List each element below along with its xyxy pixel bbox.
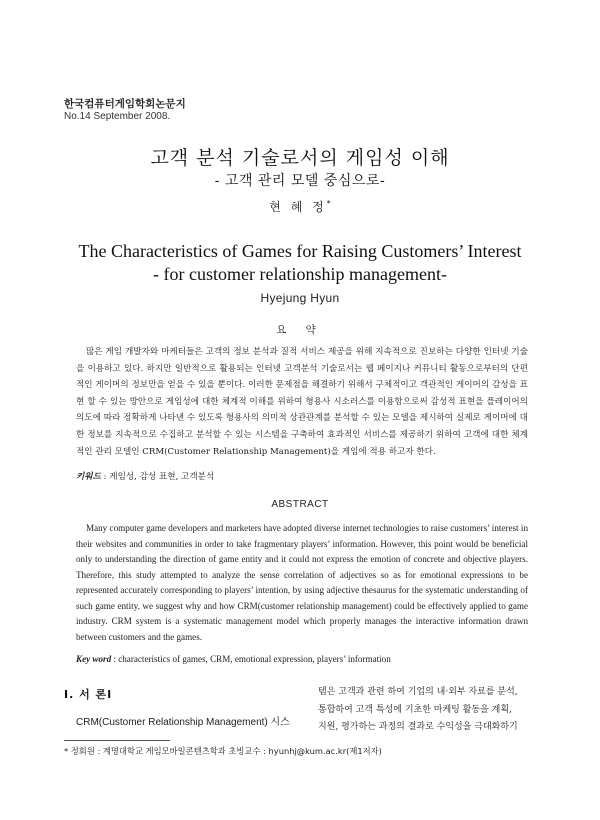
left-column-text: CRM(Customer Relationship Management) 시스 <box>76 717 290 728</box>
english-author: Hyejung Hyun <box>260 291 340 305</box>
korean-author-name: 현 혜 정 <box>269 200 327 214</box>
korean-subtitle: - 고객 관리 모델 중심으로- <box>214 173 386 189</box>
english-keyword-list: : characteristics of games, CRM, emotional expression, players’ information <box>111 654 391 664</box>
english-keywords <box>76 654 391 664</box>
korean-abstract-heading: 요 약 <box>276 324 324 336</box>
english-subtitle: - for customer relationship management- <box>153 264 447 284</box>
korean-author <box>0 198 600 215</box>
english-title: The Characteristics of Games for Raising Customers’ Interest <box>78 241 522 261</box>
korean-abstract-body: 많은 게임 개발자와 마케터들은 고객의 정보 분석과 질적 서비스 제공을 위해 지속적으로 진보하는 다양한 인터넷 기술을 이용하고 있다. 하지만 일반적으로 활용되는 인터넷 고객분석 기술로서는 웹 페이지나 커뮤니티 활동으로부터의 단편적인 게이머의 정보만을 얻을 수 있을 뿐이다. 이러한 문제점을 해결하기 위해서 구체적이고 객관적인 게이머의 감성을 표현 할 수 있는 방안으로 게임성에 대한 체계적 이해를 위하여 형용사 시소러스를 이용함으로써 감성적 표현을 플레이어의 의도에 따라 정확하게 나타낸 수 있도록 형용사의 의미적 상관관계를 분석할 수 있는 모델을 제시하여 실제로 게이머에 대한 정보를 지속적으로 수집하고 분석할 수 있는 시스템을 구축하여 효과적인 서비스를 제공하기 위하여 고객에 대한 체계적인 관리 모델인 CRM(Customer Relationship Management)을 게임에 적용 하고자 한다. <box>76 347 528 457</box>
right-column-line: 템은 고객과 관련 하여 기업의 내·외부 자료를 분석, <box>318 687 518 697</box>
journal-name: 한국컴퓨터게임학회논문지 <box>64 98 186 110</box>
korean-keyword-label: 키워드 <box>76 472 101 482</box>
english-abstract-heading: ABSTRACT <box>271 499 329 510</box>
author-footnote: * 정회원 : 계명대학교 게임모바일콘텐츠학과 초빙교수 : hyunhj@kum.ac.kr(제1저자) <box>64 746 382 756</box>
right-column-line: 지원, 평가하는 과정의 결과로 수익성을 극대화하기 <box>318 722 518 732</box>
right-column-line: 통합하여 고객 특성에 기초한 마케팅 활동을 계획, <box>318 704 512 715</box>
issue-info: No.14 September 2008. <box>64 111 171 122</box>
korean-title: 고객 분석 기술로서의 게임성 이해 <box>150 147 450 169</box>
right-column-text <box>318 684 538 737</box>
author-footnote-mark: * <box>326 199 331 208</box>
english-keyword-label: Key word <box>76 654 112 664</box>
section-heading-introduction: Ⅰ. 서 론Ⅰ <box>64 688 113 701</box>
korean-keyword-list: : 게임성, 감성 표현, 고객분석 <box>100 472 215 482</box>
footnote-divider <box>64 740 170 741</box>
korean-keywords <box>76 470 214 482</box>
english-abstract-body: Many computer game developers and marketers have adopted diverse internet technologies to raise customers’ interest in their websites and communities in order to take fragmentary players’ information. However, this point would be beneficial only to understanding the direction of game entity and it could not express the emotion of concrete and objective players. Therefore, this study attempted to analyze the sense correlation of adjectives so as for emotional expressions to be represented accurately corresponding to players’ intention, by using adjective thesaurus for the systematic understanding of such game entity. we suggest why and how CRM(customer relationship management) could be effectively applied to game industry. CRM system is a systematic management model which properly manages the interactive information drawn between customers and the games. <box>76 523 528 642</box>
